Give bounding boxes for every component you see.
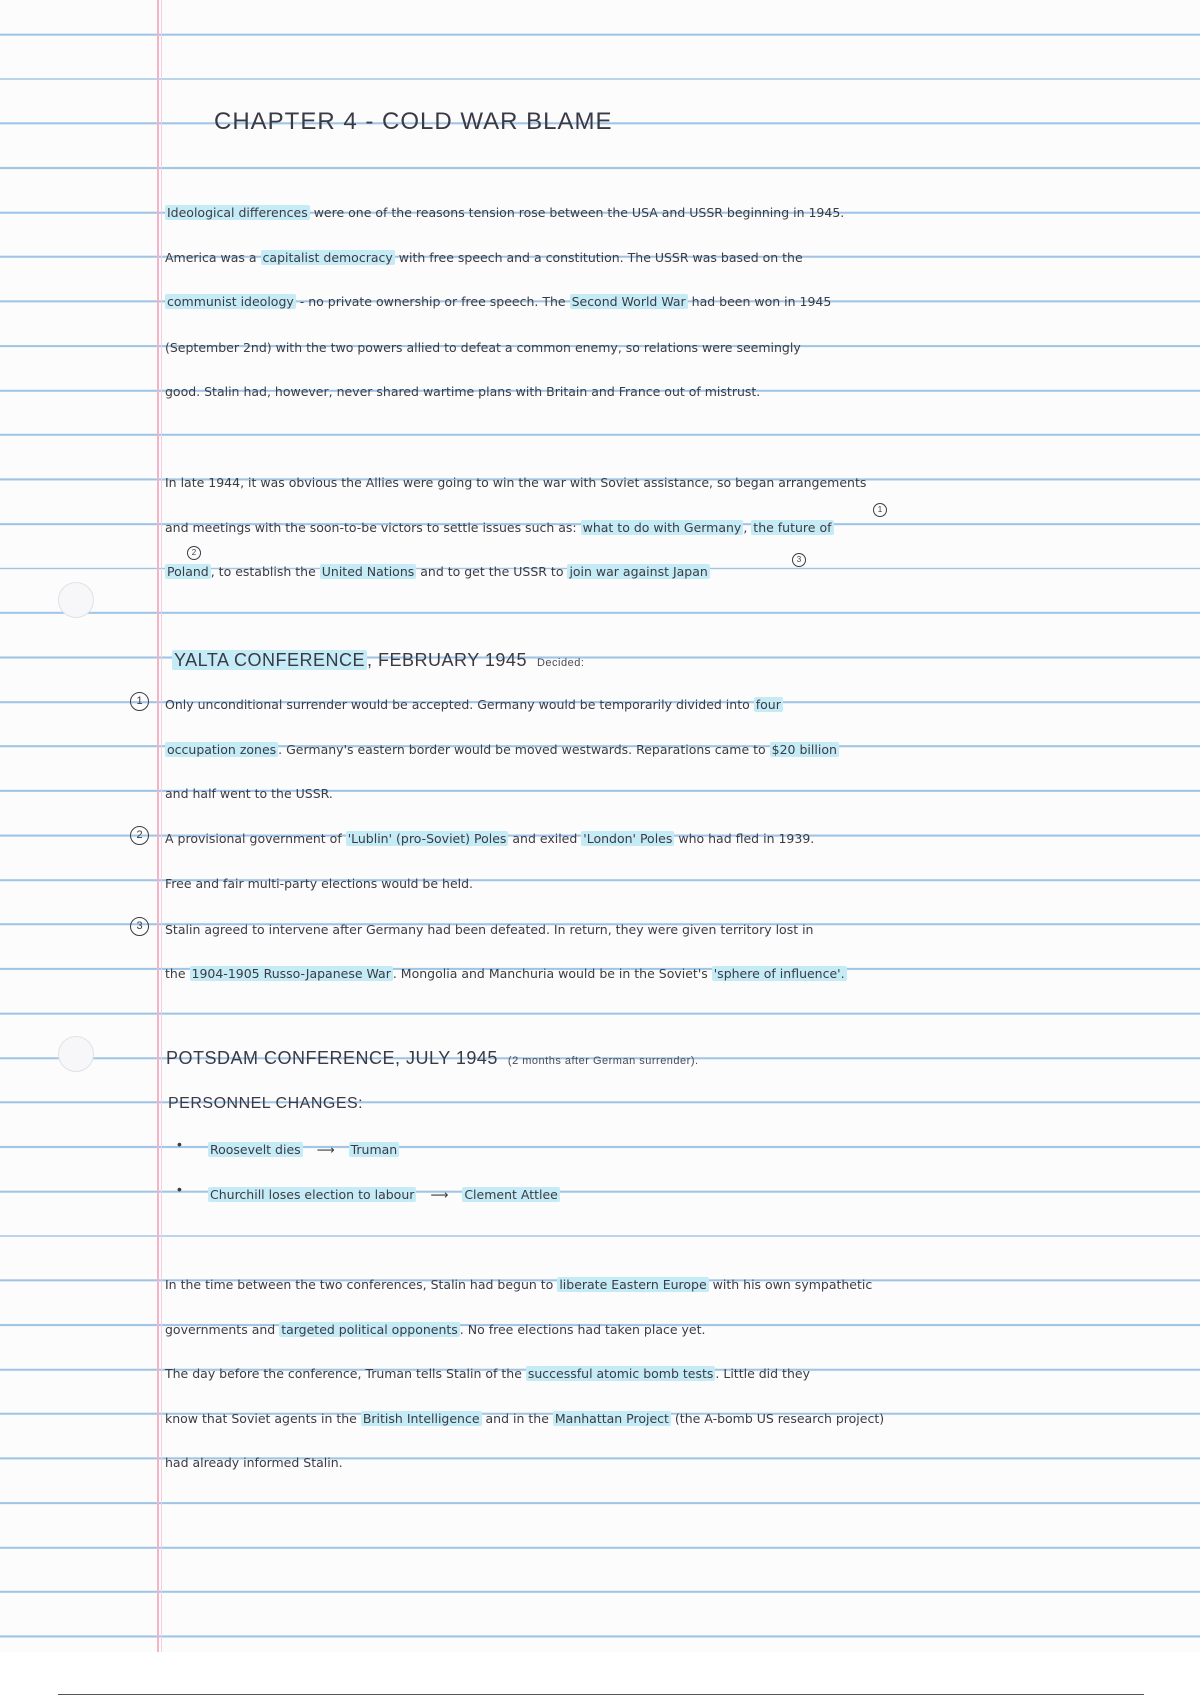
personnel-item-1 [208, 1142, 399, 1168]
yalta-p1-line-1: Only unconditional surrender would be accepted. Germany would be temporarily divided into four [165, 697, 781, 712]
yalta-p1-line-3: and half went to the USSR. [165, 786, 333, 801]
page-bottom-rule [58, 1694, 1144, 1695]
highlight: Churchill loses election to labour [210, 1187, 415, 1202]
page-title: CHAPTER 4 - COLD WAR BLAME [214, 108, 613, 135]
highlight: $20 billion [771, 742, 837, 757]
highlight: 'sphere of influence'. [713, 966, 845, 981]
potsdam-heading: POTSDAM CONFERENCE, JULY 1945 (2 months after German surrender). [166, 1048, 699, 1068]
yalta-p1-line-2: occupation zones . Germany's eastern border would be moved westwards. Reparations came to $20 billion [167, 742, 837, 757]
highlight: Ideological differences [167, 205, 308, 220]
highlight: United Nations [321, 564, 415, 579]
personnel-item-2 [208, 1187, 560, 1213]
potsdam-line-3: The day before the conference, Truman tells Stalin of the successful atomic bomb tests . Little did they [165, 1366, 810, 1381]
highlight: Roosevelt dies [210, 1142, 301, 1157]
arrow-right-icon: ⟶ [430, 1187, 449, 1202]
yalta-p3-line-1: Stalin agreed to intervene after Germany had been defeated. In return, they were given territory lost in [165, 922, 814, 937]
allies-line-2: and meetings with the soon-to-be victors to settle issues such as: what to do with Germany , the future of [165, 520, 832, 535]
highlight: targeted political opponents [281, 1322, 458, 1337]
potsdam-note: (2 months after German surrender). [507, 1055, 699, 1067]
bullet: • [177, 1181, 182, 1197]
highlight: 'Lublin' (pro-Soviet) Poles [347, 831, 507, 846]
allies-line-3: Poland , to establish the United Nations and to get the USSR to join war against Japan [167, 564, 708, 579]
punch-hole [58, 1036, 94, 1072]
highlight: YALTA CONFERENCE [174, 650, 366, 670]
personnel-subheading: PERSONNEL CHANGES: [168, 1095, 364, 1112]
margin-line-inner [161, 0, 162, 1652]
intro-line-1: Ideological differences were one of the reasons tension rose between the USA and USSR beginning in 1945. [167, 205, 845, 220]
highlight: 1904-1905 Russo-Japanese War [191, 966, 391, 981]
intro-line-2: America was a capitalist democracy with free speech and a constitution. The USSR was based on the [165, 250, 803, 265]
potsdam-line-5: had already informed Stalin. [165, 1455, 343, 1470]
bullet: • [177, 1136, 182, 1152]
arrow-right-icon: ⟶ [316, 1142, 335, 1157]
point-number-3: 3 [130, 917, 149, 936]
highlight: join war against Japan [569, 564, 708, 579]
highlight: Second World War [571, 294, 686, 309]
footnote-mark: 1 [873, 503, 887, 517]
highlight: the future of [753, 520, 832, 535]
potsdam-line-2: governments and targeted political opponents . No free elections had taken place yet. [165, 1322, 706, 1337]
highlight: British Intelligence [362, 1411, 480, 1426]
intro-line-3: communist ideology - no private ownership or free speech. The Second World War had been won in 1945 [167, 294, 832, 309]
yalta-p2-line-2: Free and fair multi-party elections would be held. [165, 876, 474, 891]
highlight: what to do with Germany [582, 520, 742, 535]
highlight: capitalist democracy [262, 250, 393, 265]
allies-line-1: In late 1944, it was obvious the Allies were going to win the war with Soviet assistance, so began arrangements [165, 475, 867, 490]
highlight: Clement Attlee [464, 1187, 558, 1202]
highlight: Truman [350, 1142, 398, 1157]
highlight: Poland [167, 564, 209, 579]
highlight: successful atomic bomb tests [527, 1366, 714, 1381]
yalta-p3-line-2: the 1904-1905 Russo-Japanese War . Mongolia and Manchuria would be in the Soviet's 'sphere of influence'. [165, 966, 845, 981]
decided-label: Decided: [536, 657, 585, 669]
intro-line-5: good. Stalin had, however, never shared wartime plans with Britain and France out of mistrust. [165, 384, 761, 399]
potsdam-line-1: In the time between the two conferences, Stalin had begun to liberate Eastern Europe with his own sympathetic [165, 1277, 873, 1292]
intro-line-4: (September 2nd) with the two powers allied to defeat a common enemy, so relations were seemingly [165, 340, 801, 355]
punch-hole [58, 582, 94, 618]
highlight: occupation zones [167, 742, 277, 757]
highlight: liberate Eastern Europe [559, 1277, 707, 1292]
footnote-mark: 3 [792, 553, 806, 567]
highlight: communist ideology [167, 294, 294, 309]
margin-line [157, 0, 159, 1652]
highlight: four [755, 697, 781, 712]
potsdam-line-4: know that Soviet agents in the British Intelligence and in the Manhattan Project (the A-bomb US research project) [165, 1411, 885, 1426]
yalta-p2-line-1: A provisional government of 'Lublin' (pro-Soviet) Poles and exiled 'London' Poles who had fled in 1939. [165, 831, 815, 846]
footnote-mark: 2 [187, 546, 201, 560]
point-number-1: 1 [130, 692, 149, 711]
yalta-heading: YALTA CONFERENCE , FEBRUARY 1945 Decided: [174, 650, 585, 670]
point-number-2: 2 [130, 826, 149, 845]
highlight: Manhattan Project [554, 1411, 669, 1426]
highlight: 'London' Poles [583, 831, 673, 846]
